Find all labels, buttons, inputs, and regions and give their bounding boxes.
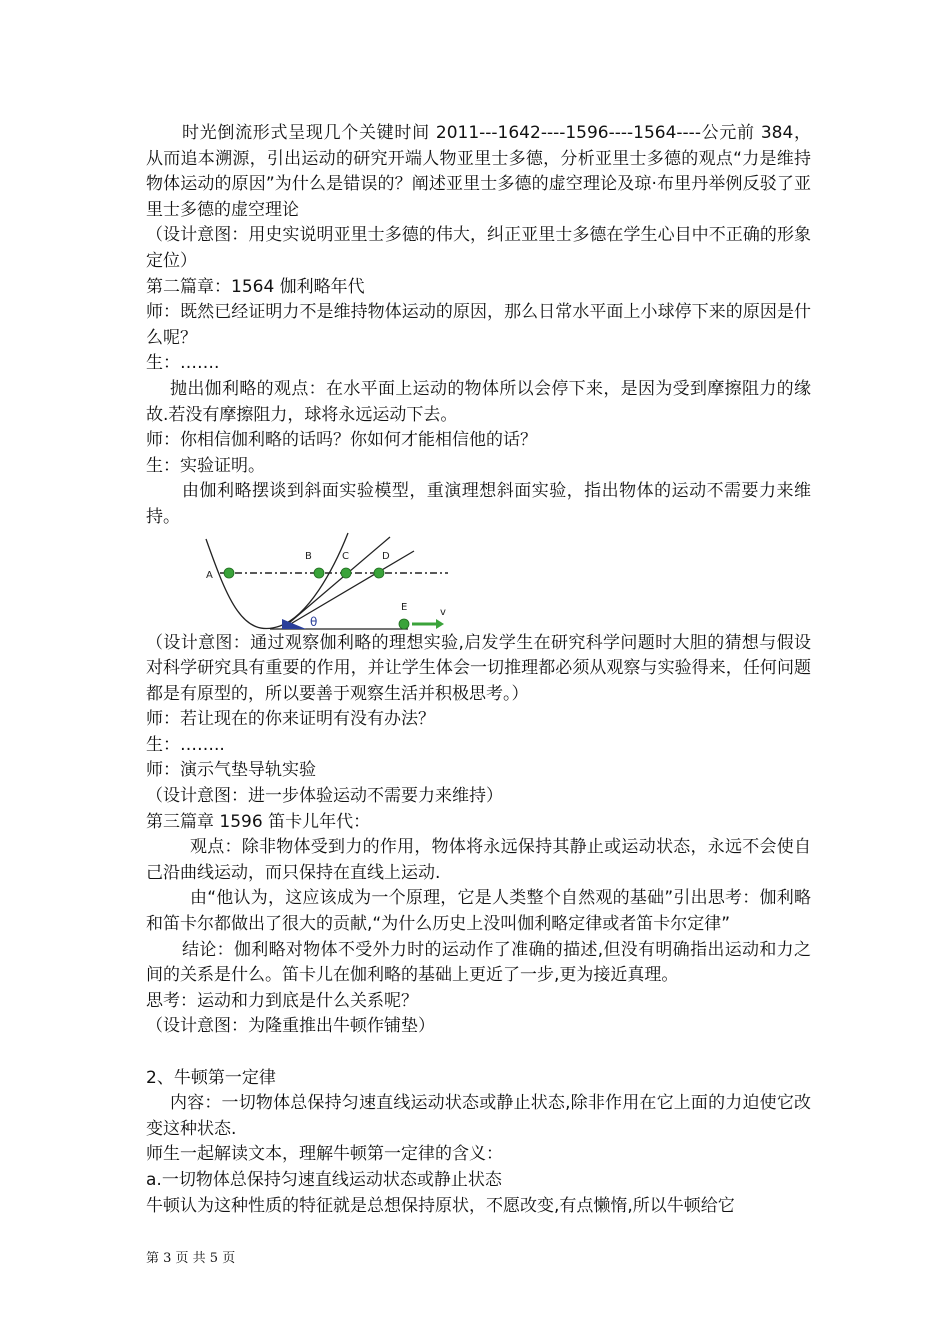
paragraph-teacher-question-1: 师：既然已经证明力不是维持物体运动的原因，那么日常水平面上小球停下来的原因是什么呢？ [146,302,811,348]
document-body [146,121,811,1219]
paragraph-newton-inertia: 牛顿认为这种性质的特征就是总想保持原状，不愿改变,有点懒惰,所以牛顿给它 [146,1195,735,1216]
paragraph-descartes-view: 观点：除非物体受到力的作用，物体将永远保持其静止或运动状态，永远不会使自己沿曲线运动，而只保持在直线上运动. [146,837,811,883]
blank-line [146,1040,811,1066]
incline-c [282,537,390,629]
incline-d [282,551,414,629]
label-a: A [206,569,213,581]
paragraph-design-intent-1: （设计意图：用史实说明亚里士多德的伟大，纠正亚里士多德在学生心目中不正确的形象定位） [146,225,811,271]
paragraph-design-intent-3: （设计意图：进一步体验运动不需要力来维持） [146,786,503,807]
angle-marker [282,619,306,629]
paragraph-student-reply-1: 生：……. [146,353,220,374]
label-e: E [401,601,408,613]
paragraph-galileo-view: 抛出伽利略的观点：在水平面上运动的物体所以会停下来，是因为受到摩擦阻力的缘故.若没有摩擦阻力，球将永远运动下去。 [146,378,811,425]
paragraph-student-reply-3: 生：…….. [146,734,225,755]
paragraph-question-motion-force: 思考：运动和力到底是什么关系呢？ [146,990,418,1011]
paragraph-incline-experiment: 由伽利略摆谈到斜面实验模型，重演理想斜面实验，指出物体的运动不需要力来维持。 [146,481,811,527]
label-b: B [305,550,312,562]
paragraph-interpretation: 师生一起解读文本，理解牛顿第一定律的含义： [146,1144,503,1165]
paragraph-design-intent-2: （设计意图：通过观察伽利略的理想实验,启发学生在研究科学问题时大胆的猜想与假设对科学研究具有重要的作用，并让学生体会一切推理都必须从观察与实验得来，任何问题都是有原型的，所以要善于观察生活并积极思考。） [146,632,811,704]
ball-d [374,568,384,578]
paragraph-thinking-prompt: 由“他认为，这应该成为一个原理，它是人类整个自然观的基础”引出思考：伽利略和笛卡尔都做出了很大的贡献,“为什么历史上没叫伽利略定律或者笛卡尔定律” [146,888,811,935]
ball-e [399,619,409,629]
label-theta: θ [310,614,318,629]
paragraph-teacher-question-3: 师：若让现在的你来证明有没有办法？ [146,709,435,730]
velocity-arrow-icon [436,619,444,629]
curved-track [206,533,348,629]
paragraph-law-content: 内容：一切物体总保持匀速直线运动状态或静止状态,除非作用在它上面的力迫使它改变这种状态. [146,1093,811,1139]
paragraph-teacher-question-2: 师：你相信伽利略的话吗？你如何才能相信他的话？ [146,430,537,451]
paragraph-point-a: a.一切物体总保持匀速直线运动状态或静止状态 [146,1169,502,1190]
incline-experiment-figure [146,531,811,631]
paragraph-conclusion: 结论：伽利略对物体不受外力时的运动作了准确的描述,但没有明确指出运动和力之间的关系是什么。笛卡儿在伽利略的基础上更近了一步,更为接近真理。 [146,939,811,986]
label-v: v [440,606,446,618]
heading-chapter-2: 第二篇章：1564 伽利略年代 [146,276,365,297]
ball-a [224,568,234,578]
heading-chapter-3: 第三篇章 1596 笛卡儿年代： [146,811,371,832]
paragraph-history-timeline: 时光倒流形式呈现几个关键时间 2011---1642----1596----1564----公元前 384，从而追本溯源，引出运动的研究开端人物亚里士多德，分析亚里士多德的观点“力是维持物体运动的原因”为什么是错误的？阐述亚里士多德的虚空理论及琼·布里丹举例反驳了亚里士多德的虚空理论 [146,123,811,220]
label-d: D [382,550,390,562]
heading-newton-first-law: 2、牛顿第一定律 [146,1067,276,1088]
ball-b [314,568,324,578]
paragraph-teacher-demo: 师：演示气垫导轨实验 [146,760,316,781]
incline-diagram [198,531,458,631]
label-c: C [342,550,349,562]
ball-c [341,568,351,578]
paragraph-student-reply-2: 生：实验证明。 [146,455,265,476]
paragraph-design-intent-4: （设计意图：为隆重推出牛顿作铺垫） [146,1016,435,1037]
page-footer: 第 3 页 共 5 页 [146,1251,236,1266]
